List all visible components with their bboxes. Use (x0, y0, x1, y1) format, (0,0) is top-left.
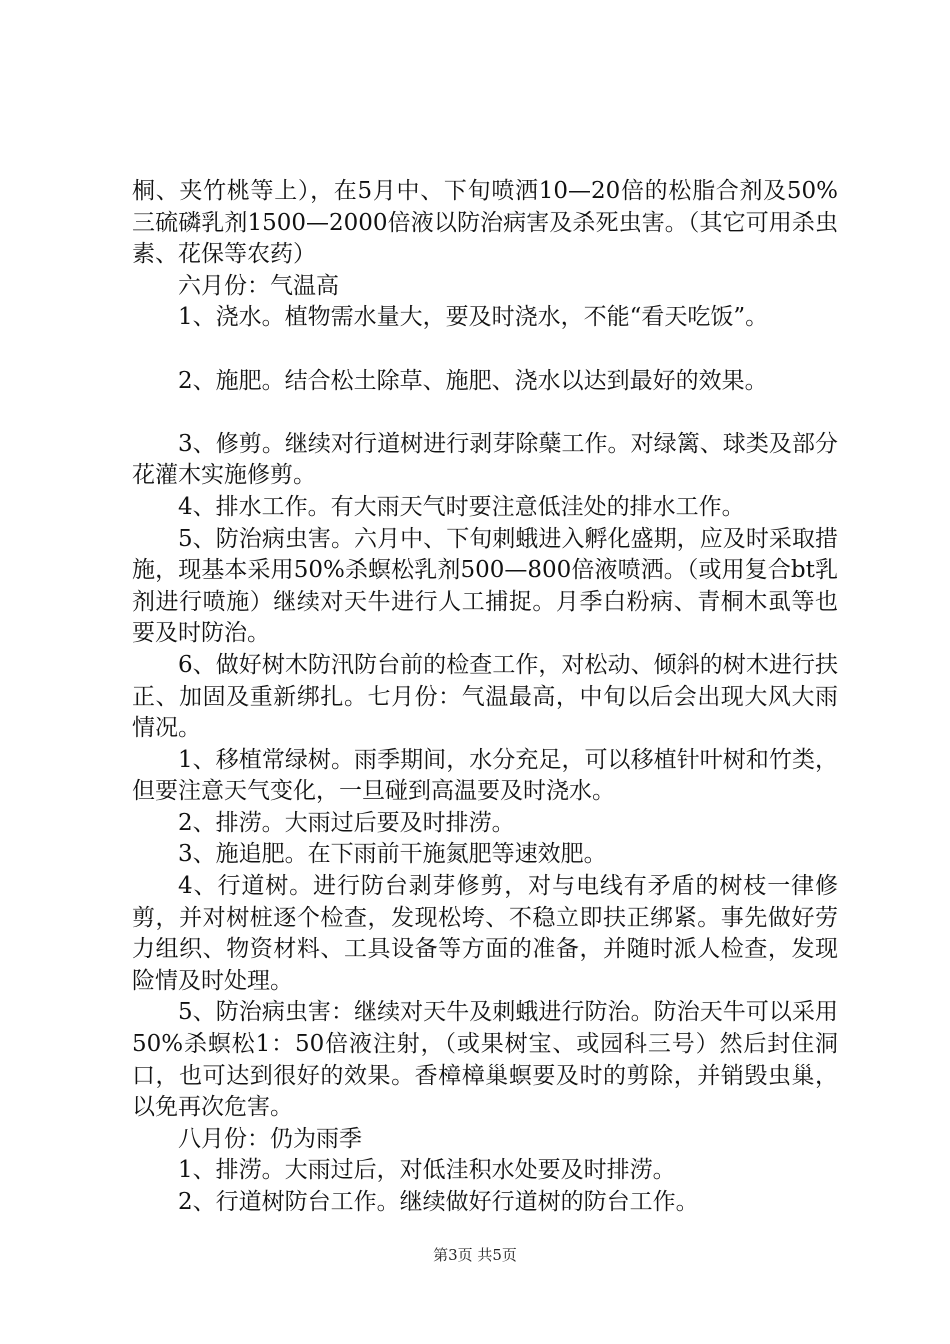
paragraph-july-street-trees: 4、行道树。进行防台剥芽修剪，对与电线有矛盾的树枝一律修剪，并对树桩逐个检查，发现松垮、不稳立即扶正绑紧。事先做好劳力组织、物资材料、工具设备等方面的准备，并随时派人检查，发现险情及时处理。 (132, 873, 838, 994)
paragraph-july-drainage: 2、排涝。大雨过后要及时排涝。 (178, 809, 515, 836)
paragraph-july-transplant: 1、移植常绿树。雨季期间，水分充足，可以移植针叶树和竹类，但要注意天气变化，一旦碰到高温要及时浇水。 (132, 746, 838, 805)
paragraph-july-fertilizer: 3、施追肥。在下雨前干施氮肥等速效肥。 (178, 841, 607, 868)
paragraph-july-pest-control: 5、防治病虫害：继续对天牛及刺蛾进行防治。防治天牛可以采用50%杀螟松1：50倍液注射，（或果树宝、或园科三号）然后封住洞口，也可达到很好的效果。香樟樟巢螟要及时的剪除，并销毁虫巢，以免再次危害。 (132, 999, 838, 1121)
paragraph-june-flood-prep: 6、做好树木防汛防台前的检查工作，对松动、倾斜的树木进行扶正、加固及重新绑扎。七月份：气温最高，中旬以后会出现大风大雨情况。 (132, 651, 838, 742)
paragraph-june-pest-control: 5、防治病虫害。六月中、下旬刺蛾进入孵化盛期，应及时采取措施，现基本采用50%杀螟松乳剂500—800倍液喷洒。（或用复合bt乳剂进行喷施）继续对天牛进行人工捕捉。月季白粉病、青桐木虱等也要及时防治。 (132, 525, 838, 647)
section-heading-august: 八月份：仍为雨季 (178, 1125, 362, 1152)
paragraph-june-pruning: 3、修剪。继续对行道树进行剥芽除蘖工作。对绿篱、球类及部分花灌木实施修剪。 (132, 430, 838, 489)
paragraph-august-drainage: 1、排涝。大雨过后，对低洼积水处要及时排涝。 (178, 1157, 676, 1184)
paragraph-june-watering: 1、浇水。植物需水量大，要及时浇水，不能“看天吃饭”。 (178, 304, 769, 331)
paragraph-august-typhoon: 2、行道树防台工作。继续做好行道树的防台工作。 (178, 1189, 699, 1215)
page-footer (0, 1245, 950, 1265)
paragraph-june-fertilizing: 2、施肥。结合松土除草、施肥、浇水以达到最好的效果。 (178, 367, 768, 394)
page-number: 第3页 共5页 (433, 1246, 517, 1264)
paragraph-june-drainage: 4、排水工作。有大雨天气时要注意低洼处的排水工作。 (178, 493, 745, 520)
paragraph-continuation: 桐、夹竹桃等上），在5月中、下旬喷洒10—20倍的松脂合剂及50%三硫磷乳剂1500—2000倍液以防治病害及杀死虫害。（其它可用杀虫素、花保等农药） (132, 178, 838, 268)
section-heading-june: 六月份：气温高 (178, 272, 339, 299)
document-body (132, 176, 838, 1219)
